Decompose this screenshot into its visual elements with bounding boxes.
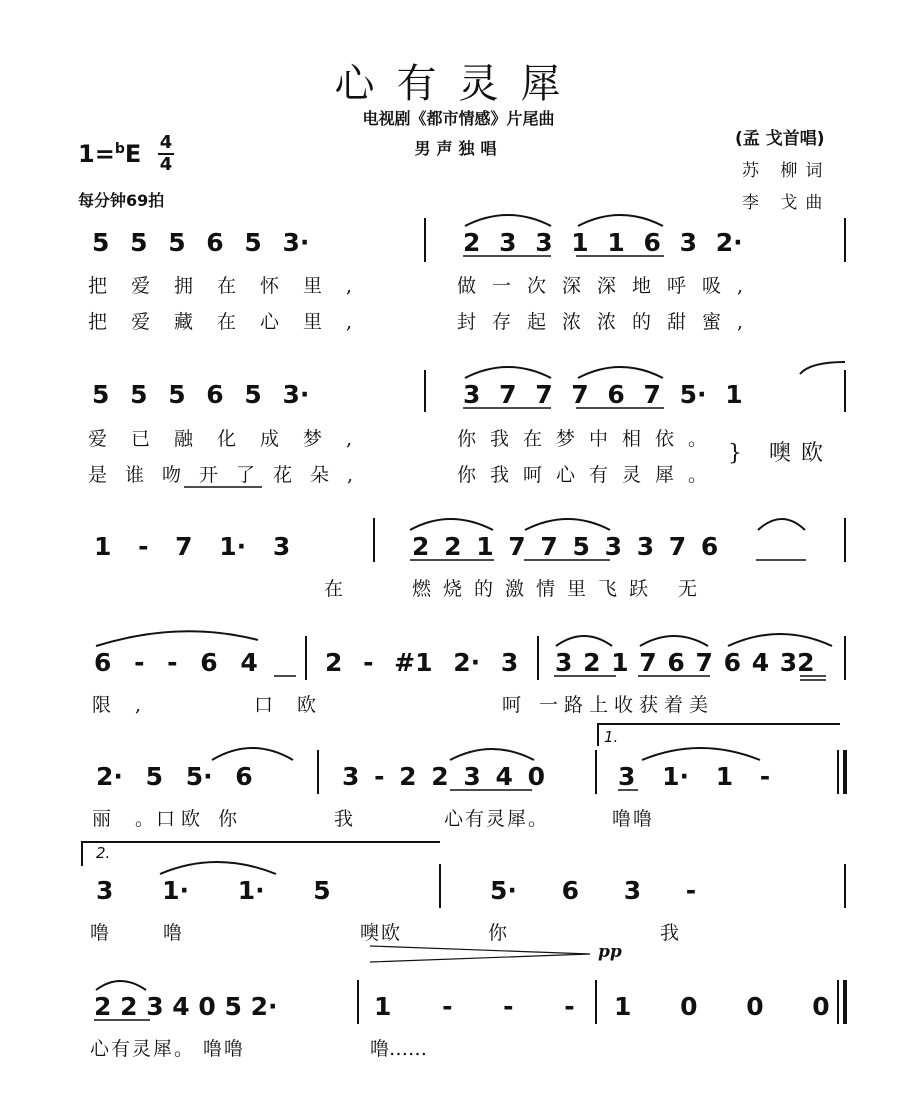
notes-s7-m3: 1 0 0 0 <box>614 992 830 1021</box>
lyrics-s4-b: 口欧 <box>254 694 341 716</box>
decrescendo-hairpin <box>370 946 590 962</box>
lyrics-s1-l1-a: 把爱拥在怀里, <box>88 275 377 297</box>
slur <box>728 634 832 646</box>
lyrics-s1-l1-b: 做一次深深地呼吸, <box>457 275 760 297</box>
lyrics-s2-l2-a: 是谁吻开了花朵, <box>88 464 372 486</box>
lyrics-s6-b: 噢欧 <box>360 922 403 944</box>
slur <box>96 631 258 646</box>
voice-type: 男声独唱 <box>414 139 503 158</box>
slur <box>96 981 146 990</box>
slur <box>642 748 760 760</box>
volta-2-bracket <box>82 842 440 866</box>
volta-1-label: 1. <box>604 728 619 746</box>
volta-1-bracket <box>598 724 840 746</box>
lyrics-s4-a: 限, <box>92 694 166 716</box>
lyrics-s6-a: 噜 噜 <box>90 922 207 944</box>
lyrics-s5-e: 噜噜 <box>612 808 655 830</box>
lyrics-s6-d: 我 <box>660 922 704 944</box>
notes-s7-m2: 1 - - - <box>374 992 575 1021</box>
lyrics-s5-a: 丽。 <box>92 808 179 830</box>
lyrics-s5-b: 口欧 你 <box>156 808 244 830</box>
notes-s2-m1: 5 5 5 6 5 3· <box>92 380 310 409</box>
slur <box>525 519 610 530</box>
notes-s6-m1: 3 1· 1· 5 <box>96 876 331 905</box>
song-subtitle: 电视剧《都市情感》片尾曲 <box>362 109 555 128</box>
slur <box>465 367 551 378</box>
lyrics-s3-a: 在 <box>324 578 368 600</box>
notes-s7-m1: 2 2 3 4 0 5 2· <box>94 992 278 1021</box>
lyricist-credit: 苏 柳词 <box>742 161 831 181</box>
notes-s5-m2: 3 - 2 2 3 4 0 <box>342 762 545 791</box>
slur <box>450 749 534 760</box>
key-prefix: 1= <box>78 140 115 168</box>
slur <box>212 748 293 760</box>
notes-s1-m2: 2 3 3 1 1 6 3 2· <box>463 228 743 257</box>
notes-s6-m2: 5· 6 3 - <box>490 876 697 905</box>
singer-credit: (孟 戈首唱) <box>735 129 825 149</box>
slur <box>640 636 708 646</box>
notes-s5-m1: 2· 5 5· 6 <box>96 762 253 791</box>
notes-s4-m1: 6 - - 6 4 <box>94 648 258 677</box>
notes-s1-m1: 5 5 5 6 5 3· <box>92 228 310 257</box>
lyrics-s7-a: 心有灵犀。 噜噜 <box>90 1038 246 1060</box>
slur <box>160 862 276 874</box>
tempo-marking: 每分钟69拍 <box>78 191 165 210</box>
lyrics-s4-c: 呵 一路上收获着美 <box>502 694 715 716</box>
lyrics-s1-l2-a: 把爱藏在心里, <box>88 311 377 333</box>
lyrics-s2-l2-b: 你我呵心有灵犀。 <box>457 464 722 486</box>
slur <box>465 215 551 226</box>
notes-s4-m3: 3 2 1 7 6 7 6 4 32 <box>555 648 815 677</box>
slur <box>410 519 493 530</box>
song-title: 心有灵犀 <box>334 61 583 107</box>
lyrics-s5-c: 我 <box>334 808 378 830</box>
volta-2-label: 2. <box>96 844 111 862</box>
key-note: E <box>124 140 142 168</box>
notes-s3-m1: 1 - 7 1· 3 <box>94 532 291 561</box>
dynamic-pp: pp <box>598 942 622 962</box>
notes-s2-m2: 3 7 7 7 6 7 5· 1 <box>463 380 743 409</box>
brace-word: } 噢欧 <box>728 441 833 466</box>
time-top: 4 <box>159 132 173 153</box>
lyrics-s5-d: 心有灵犀。 <box>444 808 550 830</box>
lyrics-s2-l1-a: 爱已融化成梦, <box>88 428 377 450</box>
time-bottom: 4 <box>159 154 173 175</box>
notes-s3-m2: 2 2 1 7 7 5 3 3 7 6 <box>412 532 719 561</box>
slur <box>556 636 612 646</box>
flat-sign: b <box>114 141 125 157</box>
lyrics-s6-c: 你 <box>488 922 532 944</box>
lyrics-s1-l2-b: 封存起浓浓的甜蜜, <box>457 311 760 333</box>
lyrics-s3-b: 燃烧的激情里飞跃 无 <box>412 578 710 600</box>
tie-start <box>800 362 845 374</box>
notes-s4-m2: 2 - #1 2· 3 <box>325 648 519 677</box>
slur <box>578 367 663 378</box>
notes-s5-m3: 3 1· 1 - <box>618 762 771 791</box>
slur <box>758 519 805 530</box>
lyrics-s7-b: 噜…… <box>370 1038 428 1060</box>
composer-credit: 李 戈曲 <box>742 193 831 213</box>
slur <box>578 215 663 226</box>
lyrics-s2-l1-b: 你我在梦中相依。 <box>457 428 722 450</box>
